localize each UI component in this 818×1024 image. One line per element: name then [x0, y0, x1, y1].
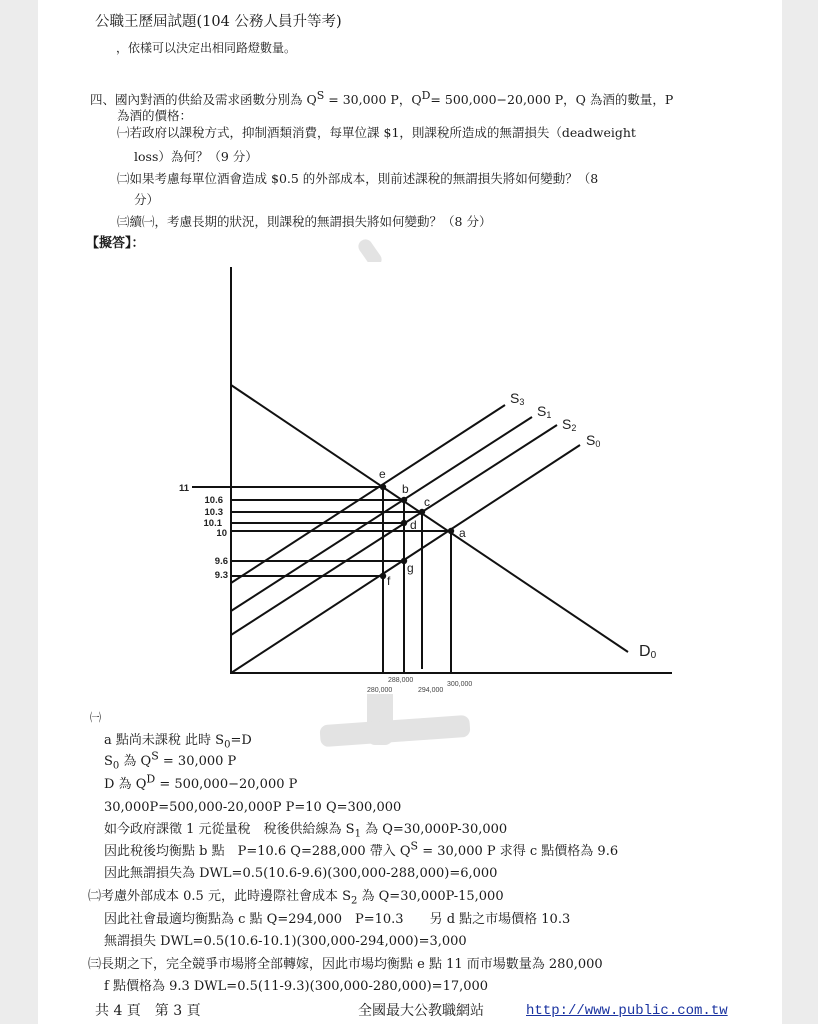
answer-heading: 【擬答】： — [86, 236, 145, 251]
continuation-text: ，依樣可以決定出相同路燈數量。 — [116, 41, 297, 55]
question-part-2-line2: 分） — [134, 192, 160, 207]
y-tick-10-1: 10.1 — [203, 518, 222, 529]
label-s2: S2 — [562, 416, 577, 433]
point-label-b: b — [402, 482, 409, 496]
supply-demand-chart — [38, 250, 782, 710]
label-s0: S0 — [586, 432, 601, 449]
solution-line: 因此無謂損失為 DWL=0.5(10.6-9.6)(300,000-288,000)=6,000 — [104, 866, 498, 881]
label-d0: D0 — [639, 643, 657, 661]
question-part-1-line2: loss）為何？（9 分） — [134, 149, 258, 164]
y-tick-9-6: 9.6 — [214, 556, 228, 567]
label-s3: S3 — [510, 390, 525, 407]
question-stem-line1: 四、國內對酒的供給及需求函數分別為 QS = 30,000 P，QD= 500,000−20,000 P，Q 為酒的數量，P — [90, 88, 674, 107]
x-tick-288000: 288,000 — [388, 677, 414, 684]
solution-line: 如今政府課徵 1 元從量稅 稅後供給線為 $S_1$ 為 Q=30,000P-30,000 — [104, 822, 508, 840]
point-label-c: c — [424, 495, 430, 509]
point-f — [380, 573, 386, 579]
y-tick-10: 10 — [216, 528, 227, 539]
x-tick-294000: 294,000 — [418, 687, 444, 694]
document-page — [38, 0, 782, 1024]
x-tick-300000: 300,000 — [447, 681, 473, 688]
y-tick-10-6: 10.6 — [204, 495, 223, 506]
solution-part2-first: ㈡考慮外部成本 0.5 元，此時邊際社會成本 $S_2$ 為 Q=30,000P-15,000 — [88, 889, 504, 907]
y-tick-10-3: 10.3 — [204, 507, 223, 518]
question-part-3: ㈢續㈠，考慮長期的狀況，則課稅的無謂損失將如何變動？（8 分） — [117, 214, 492, 229]
solution-line: 30,000P=500,000-20,000P P=10 Q=300,000 — [104, 800, 402, 815]
footer-site-label: 全國最大公教職網站 — [358, 1003, 484, 1019]
x-tick-280000: 280,000 — [367, 687, 393, 694]
point-d — [401, 520, 407, 526]
point-b — [401, 497, 407, 503]
watermark-stroke-horizontal — [319, 715, 470, 747]
y-tick-9-3: 9.3 — [214, 570, 228, 581]
solution-line: $S_0$ 為 $Q^S = 30,000$ P — [104, 749, 237, 772]
label-s1: S1 — [537, 403, 552, 420]
question-number: 四、 — [90, 92, 116, 107]
solution-line: a 點尚未課稅 此時 $S_0=D$ — [104, 733, 252, 751]
point-label-g: g — [407, 561, 414, 575]
point-a — [448, 528, 454, 534]
footer-page-info: 共 4 頁 第 3 頁 — [95, 1003, 201, 1019]
point-label-f: f — [387, 574, 391, 588]
solution-line: 因此稅後均衡點 b 點 P=10.6 Q=288,000 帶入 $Q^S = 30,000$ P 求得 c 點價格為 9.6 — [104, 839, 619, 859]
y-tick-11: 11 — [178, 483, 189, 494]
point-e — [380, 484, 386, 490]
solution-line: 無謂損失 DWL=0.5(10.6-10.1)(300,000-294,000)=3,000 — [104, 934, 467, 949]
point-label-e: e — [379, 467, 386, 481]
solution-line: D 為 $Q^D = 500,000-20,000$ P — [104, 772, 298, 792]
solution-part3-first: ㈢長期之下，完全競爭市場將全部轉嫁，因此市場均衡點 e 點 11 而市場數量為 280,000 — [88, 957, 603, 972]
solution-line: 因此社會最適均衡點為 c 點 Q=294,000 P=10.3 另 d 點之市場價格 10.3 — [104, 912, 571, 927]
point-label-a: a — [459, 526, 466, 540]
question-part-1: ㈠若政府以課稅方式，抑制酒類消費，每單位課 $1，則課稅所造成的無謂損失（deadweight — [117, 125, 636, 140]
solution-line: f 點價格為 9.3 DWL=0.5(11-9.3)(300,000-280,000)=17,000 — [104, 979, 489, 994]
point-c — [419, 509, 425, 515]
page-header-title: 公職王歷屆試題(104 公務人員升等考) — [95, 14, 342, 30]
solution-part1-label: ㈠ — [90, 711, 101, 724]
point-label-d: d — [410, 518, 417, 532]
question-part-2: ㈡如果考慮每單位酒會造成 $0.5 的外部成本，則前述課稅的無謂損失將如何變動？（8 — [117, 171, 599, 186]
footer-site-link[interactable]: http://www.public.com.tw — [526, 1003, 728, 1019]
question-stem-line2: 為酒的價格： — [117, 108, 193, 123]
